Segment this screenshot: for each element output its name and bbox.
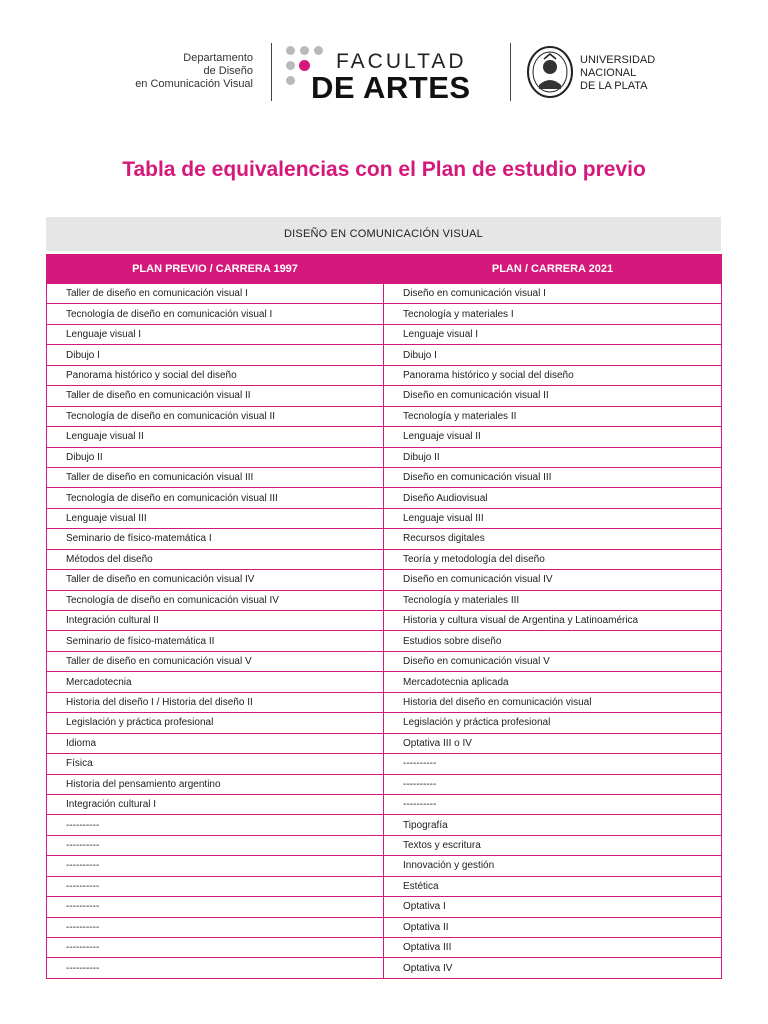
table-row [47,590,722,610]
table-header-row [47,255,722,284]
table-body [47,284,722,979]
new-plan-cell: Optativa II [384,917,722,937]
new-plan-cell: Diseño en comunicación visual IV [384,570,722,590]
table-row [47,794,722,814]
new-plan-cell: Diseño en comunicación visual I [384,284,722,304]
table-row [47,774,722,794]
column-header-previous-plan: PLAN PREVIO / CARRERA 1997 [47,255,384,284]
new-plan-cell: Diseño Audiovisual [384,488,722,508]
previous-plan-cell: Tecnología de diseño en comunicación visual III [47,488,384,508]
table-row [47,754,722,774]
previous-plan-cell: Física [47,754,384,774]
new-plan-cell: Lenguaje visual III [384,508,722,528]
department-line: Departamento [183,52,253,64]
table-row [47,467,722,487]
university-seal-icon [526,45,574,99]
previous-plan-cell: Historia del diseño I / Historia del diseño II [47,692,384,712]
previous-plan-cell: Taller de diseño en comunicación visual I [47,284,384,304]
previous-plan-cell: ---------- [47,958,384,978]
previous-plan-cell: Taller de diseño en comunicación visual III [47,467,384,487]
table-row [47,570,722,590]
previous-plan-cell: Integración cultural I [47,794,384,814]
new-plan-cell: Teoría y metodología del diseño [384,549,722,569]
previous-plan-cell: Taller de diseño en comunicación visual IV [47,570,384,590]
new-plan-cell: Estética [384,876,722,896]
new-plan-cell: Dibujo I [384,345,722,365]
table-row [47,345,722,365]
table-row [47,304,722,324]
new-plan-cell: Panorama histórico y social del diseño [384,365,722,385]
previous-plan-cell: ---------- [47,897,384,917]
new-plan-cell: Textos y escritura [384,835,722,855]
new-plan-cell: ---------- [384,774,722,794]
faculty-logo-line1: FACULTAD [336,50,467,73]
previous-plan-cell: Legislación y práctica profesional [47,713,384,733]
table-row [47,876,722,896]
header-divider [271,43,272,101]
new-plan-cell: Optativa III [384,938,722,958]
table-row [47,549,722,569]
new-plan-cell: Tecnología y materiales II [384,406,722,426]
page-title: Tabla de equivalencias con el Plan de estudio previo [122,158,646,181]
previous-plan-cell: Tecnología de diseño en comunicación visual IV [47,590,384,610]
new-plan-cell: Tipografía [384,815,722,835]
table-row [47,917,722,937]
new-plan-cell: Optativa IV [384,958,722,978]
new-plan-cell: Optativa I [384,897,722,917]
university-line: UNIVERSIDAD [580,54,656,66]
department-line: en Comunicación Visual [135,78,253,90]
table-row [47,651,722,671]
table-row [47,815,722,835]
previous-plan-cell: Taller de diseño en comunicación visual II [47,386,384,406]
previous-plan-cell: Integración cultural II [47,611,384,631]
new-plan-cell: Diseño en comunicación visual V [384,651,722,671]
previous-plan-cell: Lenguaje visual III [47,508,384,528]
table-row [47,856,722,876]
university-name [580,54,655,93]
previous-plan-cell: ---------- [47,856,384,876]
new-plan-cell: Tecnología y materiales III [384,590,722,610]
table-row [47,365,722,385]
new-plan-cell: Historia del diseño en comunicación visual [384,692,722,712]
new-plan-cell: ---------- [384,794,722,814]
previous-plan-cell: Métodos del diseño [47,549,384,569]
department-line: de Diseño [203,65,253,77]
career-band: DISEÑO EN COMUNICACIÓN VISUAL [46,217,721,251]
new-plan-cell: ---------- [384,754,722,774]
table-row [47,897,722,917]
table-row [47,284,722,304]
new-plan-cell: Estudios sobre diseño [384,631,722,651]
previous-plan-cell: ---------- [47,938,384,958]
faculty-logo-line2: DE ARTES [311,70,471,105]
previous-plan-cell: Lenguaje visual II [47,427,384,447]
new-plan-cell: Lenguaje visual II [384,427,722,447]
table-row [47,508,722,528]
previous-plan-cell: Historia del pensamiento argentino [47,774,384,794]
table-row [47,386,722,406]
new-plan-cell: Tecnología y materiales I [384,304,722,324]
column-header-new-plan: PLAN / CARRERA 2021 [384,255,722,284]
new-plan-cell: Dibujo II [384,447,722,467]
equivalence-table-section [46,217,721,979]
university-line: DE LA PLATA [580,80,648,92]
table-row [47,835,722,855]
table-row [47,938,722,958]
table-row [47,427,722,447]
previous-plan-cell: ---------- [47,917,384,937]
table-row [47,447,722,467]
new-plan-cell: Legislación y práctica profesional [384,713,722,733]
table-row [47,488,722,508]
previous-plan-cell: Taller de diseño en comunicación visual V [47,651,384,671]
table-row [47,529,722,549]
new-plan-cell: Historia y cultura visual de Argentina y Latinoamérica [384,611,722,631]
new-plan-cell: Recursos digitales [384,529,722,549]
university-line: NACIONAL [580,67,637,79]
previous-plan-cell: Panorama histórico y social del diseño [47,365,384,385]
new-plan-cell: Innovación y gestión [384,856,722,876]
previous-plan-cell: Lenguaje visual I [47,324,384,344]
table-row [47,692,722,712]
previous-plan-cell: ---------- [47,876,384,896]
previous-plan-cell: Tecnología de diseño en comunicación visual I [47,304,384,324]
previous-plan-cell: Tecnología de diseño en comunicación visual II [47,406,384,426]
table-row [47,406,722,426]
page-header [0,40,768,106]
previous-plan-cell: Seminario de físico-matemática I [47,529,384,549]
table-row [47,324,722,344]
table-row [47,958,722,978]
previous-plan-cell: ---------- [47,835,384,855]
new-plan-cell: Optativa III o IV [384,733,722,753]
new-plan-cell: Mercadotecnia aplicada [384,672,722,692]
table-row [47,611,722,631]
new-plan-cell: Lenguaje visual I [384,324,722,344]
table-row [47,713,722,733]
department-name [90,52,253,91]
table-row [47,733,722,753]
previous-plan-cell: Dibujo II [47,447,384,467]
table-row [47,631,722,651]
previous-plan-cell: Mercadotecnia [47,672,384,692]
previous-plan-cell: Idioma [47,733,384,753]
equivalence-table [46,254,722,979]
new-plan-cell: Diseño en comunicación visual II [384,386,722,406]
new-plan-cell: Diseño en comunicación visual III [384,467,722,487]
previous-plan-cell: ---------- [47,815,384,835]
previous-plan-cell: Seminario de físico-matemática II [47,631,384,651]
header-divider [510,43,511,101]
previous-plan-cell: Dibujo I [47,345,384,365]
table-row [47,672,722,692]
